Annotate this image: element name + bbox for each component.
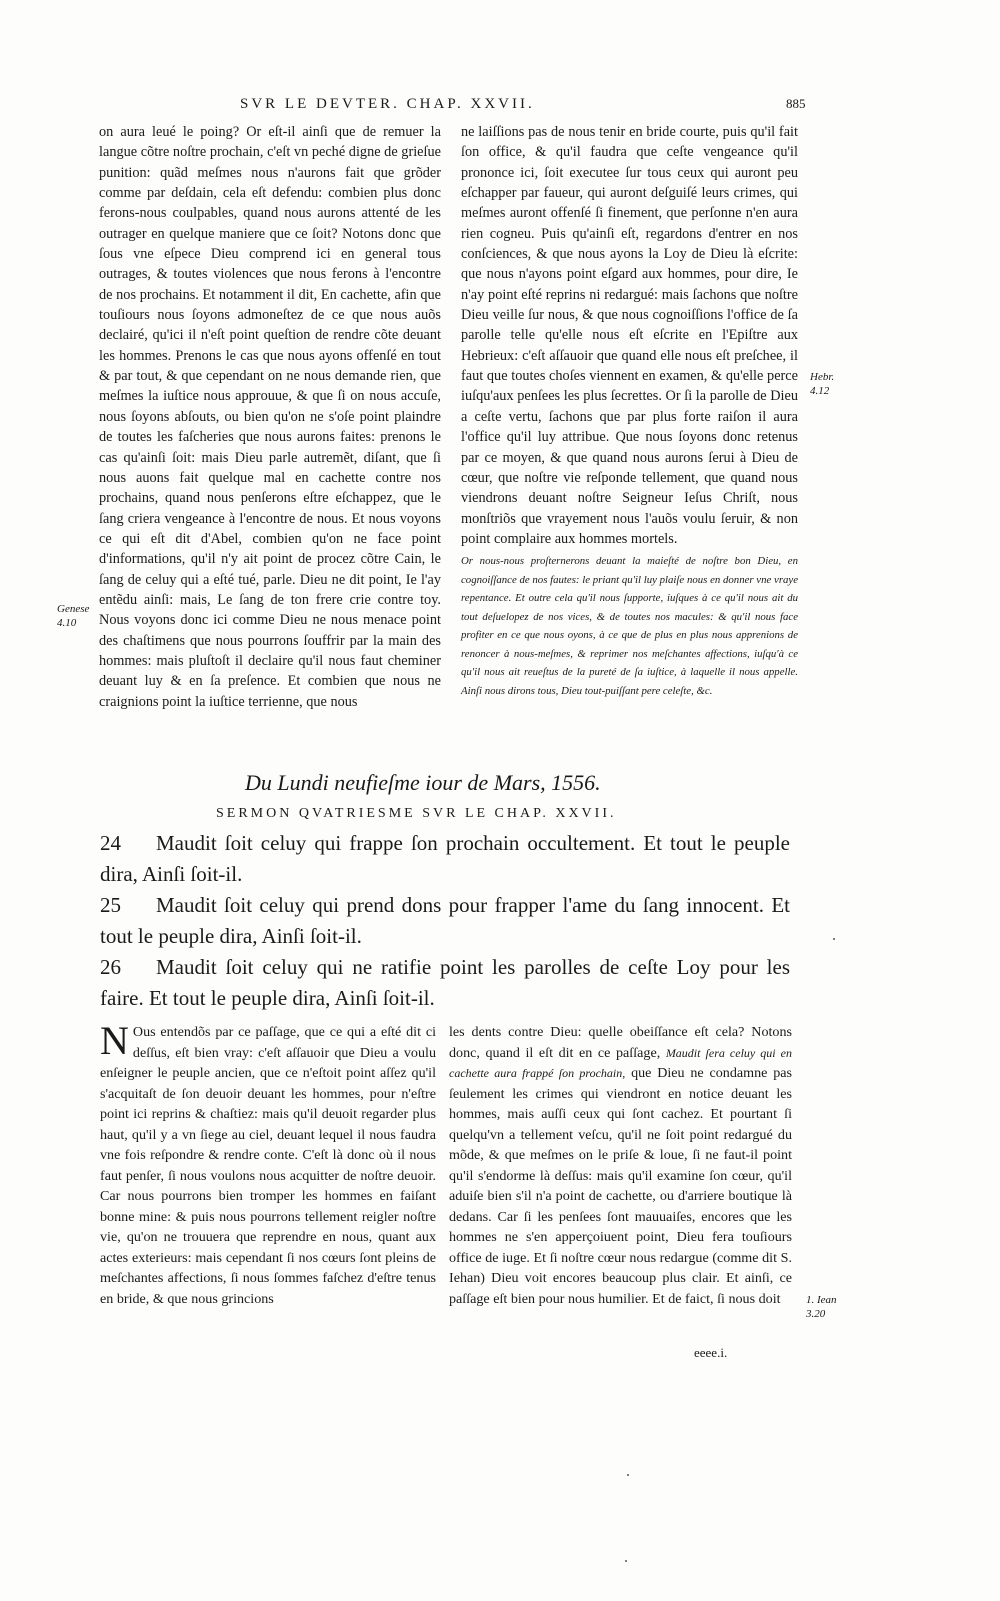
sermon-heading: SERMON QVATRIESME SVR LE CHAP. XXVII. bbox=[216, 806, 617, 821]
bottom-right-column bbox=[449, 1022, 792, 1309]
top-left-column bbox=[99, 122, 441, 712]
verse-25 bbox=[100, 890, 790, 952]
running-title: SVR LE DEVTER. CHAP. XXVII. bbox=[240, 96, 535, 112]
scripture-quote: Maudit ſera celuy qui en cachette aura frappé ſon prochain, bbox=[449, 1045, 792, 1080]
margin-note-genese: Genese 4.10 bbox=[57, 603, 90, 629]
ink-speck bbox=[625, 1560, 627, 1562]
drop-cap: N bbox=[100, 1018, 129, 1063]
ink-speck bbox=[833, 938, 835, 940]
ink-speck bbox=[627, 1474, 629, 1476]
verse-number: 24 bbox=[100, 831, 121, 855]
top-right-column bbox=[461, 122, 798, 700]
closing-prayer: Or nous-nous proſternerons deuant la maieſté de noſtre bon Dieu, en cognoiſſance de nos fautes: le priant qu'il luy plaiſe nous en donner vne vraye repentance. Et outre cela qu'il nous ſupporte, iuſques à ce qu'il nous ait du tout deſuelopez de nos vices, & de toutes nos macules: & qu'il nous face profiter en ce que nous oyons, à ce que de plus en plus nous apprenions de renoncer à nous-meſmes, & reprimer nos meſchantes affections, iuſqu'à ce qu'il nous ait reueſtus de la pureté de ſa iuſtice, à laquelle il nous appelle. Ainſi nous dirons tous, Dieu tout-puiſſant pere celeſte, &c. bbox=[461, 555, 798, 697]
verse-24 bbox=[100, 828, 790, 890]
verse-number: 26 bbox=[100, 955, 121, 979]
page-number: 885 bbox=[786, 96, 806, 111]
verse-26 bbox=[100, 952, 790, 1014]
margin-note-iean: 1. Iean 3.20 bbox=[806, 1294, 837, 1320]
verse-number: 25 bbox=[100, 893, 121, 917]
verse-text: Maudit ſoit celuy qui frappe ſon prochain occultement. Et tout le peuple dira, Ainſi ſoit-il. bbox=[100, 831, 790, 886]
top-left-text: on aura leué le poing? Or eſt-il ainſi que de remuer la langue cõtre noſtre prochain, c'eſt vn peché digne de grieſue punition: quãd meſmes nous n'aurons fait que grõder comme par deſdain, cela eſt defendu: combien plus donc ferons-nous coulpables, quand nous aurons attenté de les outrager en quelque maniere que ce ſoit? Notons donc que ſous vne eſpece Dieu comprend ici en general tous outrages, & toutes violences que nous ferons à l'encontre de nos prochains. Et notamment il dit, En cachette, afin que touſiours nous ſoyons admoneſtez de ce que nous auõs declairé, qu'ici il n'eſt point queſtion de rendre cõte deuant les hommes. Prenons le cas que nous ayons offenſé en tout & par tout, & que cependant on ne nous demande rien, que meſmes la iuſtice nous approuue, & que ſi on nous accuſe, nous ſoyons abſouts, ou bien qu'on ne s'oſe point plaindre de toutes les faſcheries que nous aurons faites: prenons le cas qu'ainſi ſoit: mais Dieu parle autremẽt, diſant, que ſi nous auons fait quelque mal en cachette contre nos prochains, quand nous penſerons eſtre eſchappez, que le ſang criera vengeance à l'encontre de nous. Et nous voyons ce qui eſt dit d'Abel, combien qu'on ne face point d'informations, qu'il n'y ait point de procez cõtre Cain, le ſang de celuy qui a eſté tué, parle. Dieu ne dit point, Ie l'ay entẽdu ainſi: mais, Le ſang de ton frere crie contre toy. Nous voyons donc ici comme Dieu ne nous menace point des chaſtimens que nous pourrons ſouffrir par la main des hommes: mais pluſtoſt il declaire qu'il nous faut cheminer deuant luy & en ſa preſence. Et combien que nous ne craignions point la iuſtice terrienne, que nous bbox=[99, 124, 441, 710]
sermon-date: Du Lundi neufieſme iour de Mars, 1556. bbox=[245, 770, 601, 795]
bottom-left-text: Ous entendõs par ce paſſage, que ce qui a eſté dit ci deſſus, eſt bien vray: c'eſt aſſauoir que Dieu a voulu enſeigner le peuple ancien, que ce n'eſtoit point aſſez qu'il s'acquitaſt de ſon deuoir deuant les hommes, pour n'eſtre point ici reprins & chaſtiez: mais qu'il deuoit regarder plus haut, qu'il y a vn ſiege au ciel, deuant lequel il nous faudra vne fois reſpondre & rendre conte. C'eſt là donc où il nous faut penſer, ſi nous voulons nous acquitter de noſtre deuoir. Car nous pourrons bien tromper les hommes en faiſant bonne mine: & puis nous pourrons tellement reigler noſtre vie, qu'on ne trouuera que reprendre en nous, quant aux actes exterieurs: mais cependant ſi nos cœurs ſont pleins de meſchantes affections, ſi nous ſommes faſchez d'eſtre tenus en bride, & que nous grincions bbox=[100, 1024, 436, 1307]
signature-mark: eeee.i. bbox=[694, 1345, 728, 1360]
bottom-right-text-start: les dents contre Dieu: quelle obeiſſance eſt cela? Notons donc, quand il eſt dit en ce paſſage, bbox=[449, 1024, 792, 1061]
bottom-left-column bbox=[100, 1018, 436, 1309]
top-right-text: ne laiſſions pas de nous tenir en bride courte, puis qu'il fait ſon office, & qu'il faudra que ceſte vengeance qu'il prononce ici, ſoit executee ſur tous ceux qui auront peu eſchapper par faueur, qui auront deſguiſé leurs crimes, qui meſmes auront offenſé ſi finement, que perſonne n'en aura rien cogneu. Puis qu'ainſi eſt, regardons d'entrer en nos conſciences, & que nous ayons la Loy de Dieu là eſcrite: que nous n'ayons point eſgard aux hommes, pour dire, Ie n'ay point eſté reprins ni redargué: mais ſachons que noſtre Dieu veille ſur nous, & que nous cognoiſſions l'office de ſa parolle telle qu'elle nous eſt eſcrite en l'Epiſtre aux Hebrieux: c'eſt aſſauoir que quand elle nous eſt preſchee, il faut que toutes choſes viennent en examen, & qu'elle perce iuſqu'aux penſees les plus ſecrettes. Or ſi la parolle de Dieu a ceſte vertu, ſachons que par plus forte raiſon il aura l'office qu'il luy attribue. Que nous ſoyons donc retenus par ce moyen, & que quand nous aurons ſerui à Dieu de cœur, que noſtre vie reſponde tellement, que quand nous viendrons deuant noſtre Seigneur Ieſus Chriſt, nous monſtriõs que vrayement nous l'auõs voulu ſeruir, & non point complaire aux hommes mortels. bbox=[461, 124, 798, 547]
margin-note-hebrieux: Hebr. 4.12 bbox=[810, 371, 835, 397]
verse-text: Maudit ſoit celuy qui prend dons pour frapper l'ame du ſang innocent. Et tout le peuple dira, Ainſi ſoit-il. bbox=[100, 893, 790, 948]
bottom-right-text-end: que Dieu ne condamne pas ſeulement les crimes qui viendront en notice deuant les hommes, mais auſſi ceux qui ſont cachez. Et pourtant ſi quelqu'vn a tellement veſcu, qu'il ne ſoit point redargué du mõde, & que meſmes on le priſe & loue, ſi ne faut-il point qu'il s'endorme là deſſus: mais qu'il examine ſon cœur, qu'il aduiſe bien s'il n'a point de cachette, ou d'arriere boutique là dedans. Car ſi les penſees ſont mauuaiſes, encores que les hommes ne s'en apperçoiuent point, Dieu fera touſiours office de iuge. Et ſi noſtre cœur nous redargue (comme dit S. Iehan) Dieu voit encores beaucoup plus clair. Et ainſi, ce paſſage eſt bien pour nous humilier. Et de faict, ſi nous doit bbox=[449, 1065, 792, 1307]
verse-text: Maudit ſoit celuy qui ne ratifie point les parolles de ceſte Loy pour les faire. Et tout le peuple dira, Ainſi ſoit-il. bbox=[100, 955, 790, 1010]
